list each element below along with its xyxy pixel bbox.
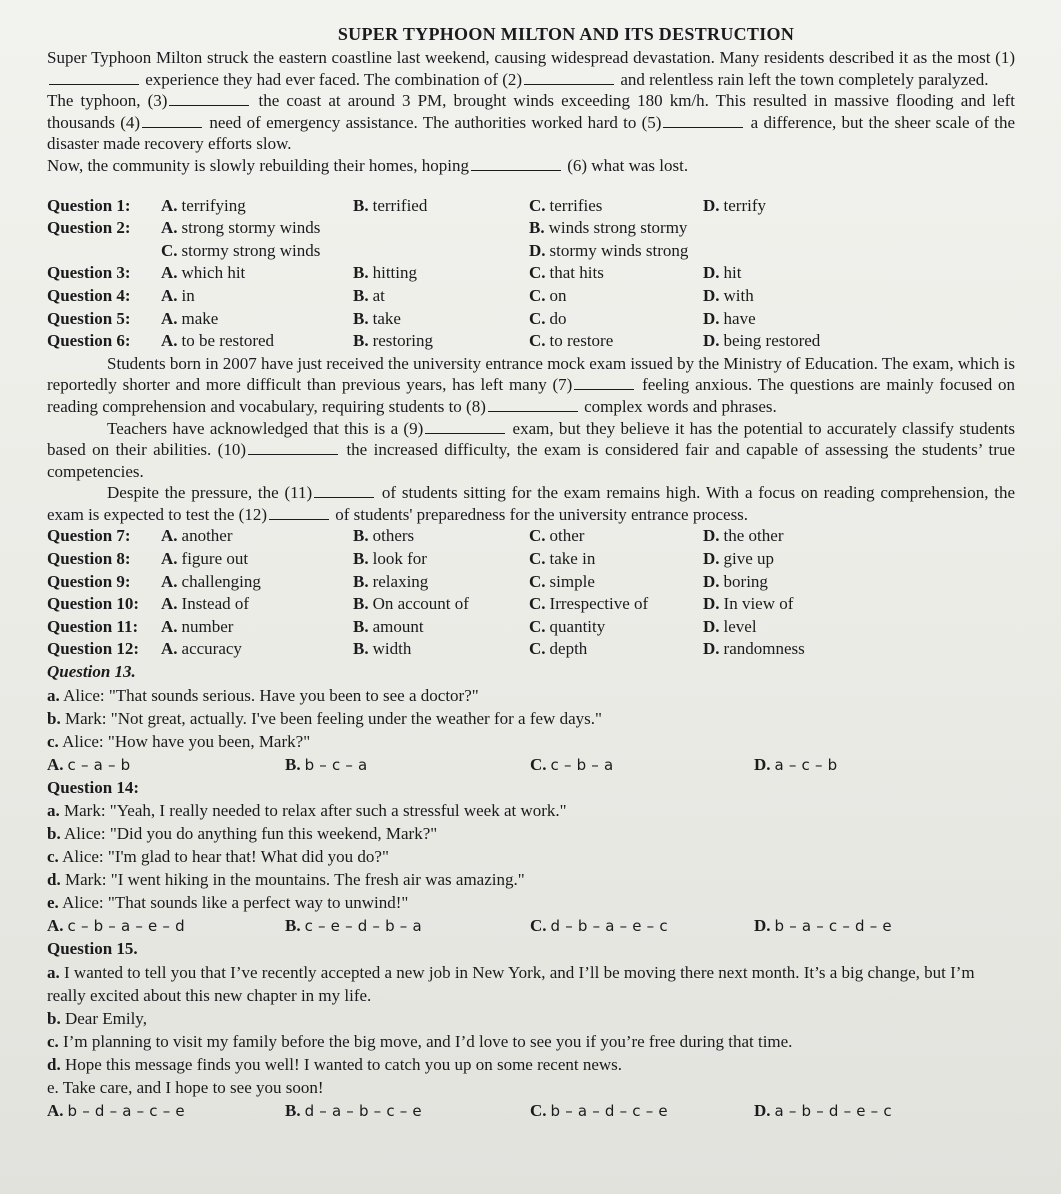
option-b[interactable]: B. at: [353, 285, 385, 305]
question-label: Question 12:: [47, 639, 140, 659]
option-d[interactable]: D. boring: [703, 571, 768, 591]
option-a[interactable]: A. b – d – a – c – e: [47, 1100, 185, 1120]
answer-options: [47, 753, 1015, 777]
option-b[interactable]: B. relaxing: [353, 571, 429, 591]
dialogue-line: a. Mark: "Yeah, I really needed to relax after such a stressful week at work.": [47, 801, 567, 821]
option-d[interactable]: D. being restored: [703, 331, 821, 351]
question-label: Question 8:: [47, 549, 131, 569]
letter-line: d. Hope this message finds you well! I wanted to catch you up on some recent news.: [47, 1054, 623, 1074]
passage-2-paragraph-3: Despite the pressure, the (11) of students sitting for the exam remains high. With a focus on reading comprehension, the exam is expected to test the (12) of students' preparedness for the university entrance process.: [47, 483, 1016, 524]
option-a[interactable]: A. strong stormy winds: [161, 218, 321, 238]
option-a[interactable]: A. in: [161, 285, 195, 305]
option-a[interactable]: A. accuracy: [161, 639, 242, 659]
option-d[interactable]: D. have: [703, 308, 756, 328]
blank-1: [49, 70, 139, 85]
answer-options: [47, 914, 1015, 938]
option-a[interactable]: A. c – a – b: [47, 754, 131, 774]
option-a[interactable]: A. make: [161, 308, 219, 328]
question-label: Question 9:: [47, 571, 131, 591]
dialogue-line: b. Alice: "Did you do anything fun this weekend, Mark?": [47, 824, 438, 844]
question-label: Question 15.: [47, 939, 138, 959]
option-b[interactable]: B. amount: [353, 616, 424, 636]
question-15: [47, 938, 1015, 1123]
passage-2: [47, 353, 1015, 526]
dialogue-line: b. Mark: "Not great, actually. I've been feeling under the weather for a few days.": [47, 708, 602, 728]
question-1: [47, 195, 1015, 218]
option-d[interactable]: D. level: [703, 616, 757, 636]
question-label: Question 7:: [47, 526, 131, 546]
letter-line: a. I wanted to tell you that I’ve recently accepted a new job in New York, and I’ll be moving there next month. It’s a big change, but I’m really excited about this new chapter in my life.: [47, 962, 975, 1005]
option-d[interactable]: D. stormy winds strong: [529, 240, 689, 260]
blank-6: [471, 156, 561, 171]
option-c[interactable]: C. terrifies: [529, 195, 603, 215]
question-label: Question 10:: [47, 594, 140, 614]
option-d[interactable]: D. randomness: [703, 639, 805, 659]
option-d[interactable]: D. with: [703, 285, 754, 305]
question-label: Question 2:: [47, 218, 131, 238]
option-b[interactable]: B. width: [353, 639, 412, 659]
dialogue-line: e. Alice: "That sounds like a perfect way to unwind!": [47, 893, 409, 913]
option-d[interactable]: D. a – c – b: [754, 754, 838, 774]
passage-1-paragraph-1: Super Typhoon Milton struck the eastern coastline last weekend, causing widespread devastation. Many residents described it as the most (1) experience they had ever faced. The combination of (2) and relentless rain left the town completely paralyzed.: [47, 48, 1015, 89]
questions-1-6: [47, 195, 1015, 353]
option-b[interactable]: B. d – a – b – c – e: [285, 1100, 422, 1120]
question-label: Question 3:: [47, 263, 131, 283]
page-title: SUPER TYPHOON MILTON AND ITS DESTRUCTION: [337, 24, 795, 44]
blank-3: [169, 91, 249, 106]
option-b[interactable]: B. winds strong stormy: [529, 218, 688, 238]
option-b[interactable]: B. hitting: [353, 263, 417, 283]
option-c[interactable]: C. c – b – a: [530, 754, 614, 774]
option-b[interactable]: B. On account of: [353, 594, 469, 614]
question-label: Question 4:: [47, 285, 131, 305]
question-12: [47, 638, 1015, 661]
passage-2-paragraph-1: Students born in 2007 have just received the university entrance mock exam issued by the Ministry of Education. The exam, which is reportedly shorter and more difficult than previous years, has left many (7) feeling anxious. The questions are mainly focused on reading comprehension and vocabulary, requiring students to (8) complex words and phrases.: [47, 353, 1016, 416]
option-b[interactable]: B. c – e – d – b – a: [285, 916, 422, 936]
blank-8: [488, 397, 578, 412]
blank-10: [248, 440, 338, 455]
option-a[interactable]: A. Instead of: [161, 594, 250, 614]
blank-11: [314, 483, 374, 498]
passage-2-paragraph-2: Teachers have acknowledged that this is a (9) exam, but they believe it has the potential to accurately classify students based on their abilities. (10) the increased difficulty, the exam is considered fair and capable of assessing the students’ true competencies.: [47, 418, 1015, 481]
passage-1-paragraph-3: Now, the community is slowly rebuilding their homes, hoping (6) what was lost.: [47, 155, 689, 175]
question-6: [47, 330, 1015, 353]
question-label: Question 14:: [47, 777, 140, 797]
option-d[interactable]: D. the other: [703, 526, 784, 546]
question-4: [47, 285, 1015, 308]
option-c[interactable]: C. d – b – a – e – c: [530, 916, 668, 936]
option-b[interactable]: B. look for: [353, 549, 427, 569]
option-a[interactable]: A. another: [161, 526, 233, 546]
option-a[interactable]: A. c – b – a – e – d: [47, 916, 185, 936]
option-c[interactable]: C. on: [529, 285, 567, 305]
option-a[interactable]: A. challenging: [161, 571, 261, 591]
option-a[interactable]: A. figure out: [161, 549, 249, 569]
question-2-row-2: [47, 240, 1015, 263]
option-a[interactable]: A. to be restored: [161, 331, 275, 351]
question-9: [47, 571, 1015, 594]
option-c[interactable]: C. stormy strong winds: [161, 240, 321, 260]
question-3: [47, 262, 1015, 285]
question-10: [47, 593, 1015, 616]
question-label: Question 11:: [47, 616, 139, 636]
letter-line: c. I’m planning to visit my family before the big move, and I’d love to see you if you’re free during that time.: [47, 1031, 793, 1051]
dialogue-line: a. Alice: "That sounds serious. Have you been to see a doctor?": [47, 685, 479, 705]
dialogue-line: d. Mark: "I went hiking in the mountains. The fresh air was amazing.": [47, 870, 525, 890]
questions-7-12: [47, 525, 1015, 661]
question-7: [47, 525, 1015, 548]
question-label: Question 13.: [47, 662, 136, 682]
option-c[interactable]: C. Irrespective of: [529, 594, 649, 614]
question-8: [47, 548, 1015, 571]
option-a[interactable]: A. terrifying: [161, 195, 246, 215]
option-b[interactable]: B. take: [353, 308, 401, 328]
answer-options: [47, 1099, 1015, 1123]
question-label: Question 1:: [47, 195, 131, 215]
option-c[interactable]: C. b – a – d – c – e: [530, 1100, 668, 1120]
option-c[interactable]: C. take in: [529, 549, 596, 569]
letter-line: b. Dear Emily,: [47, 1008, 147, 1028]
option-c[interactable]: C. other: [529, 526, 585, 546]
blank-9: [425, 419, 505, 434]
passage-1-paragraph-2: The typhoon, (3) the coast at around 3 PM, brought winds exceeding 180 km/h. This resulted in massive flooding and left thousands (4) need of emergency assistance. The authorities worked hard to (5) a difference, but the sheer scale of the disaster made recovery efforts slow.: [47, 91, 1016, 154]
option-d[interactable]: D. terrify: [703, 195, 767, 215]
blank-2: [524, 70, 614, 85]
question-11: [47, 616, 1015, 639]
option-c[interactable]: C. do: [529, 308, 567, 328]
question-2-row-1: [47, 217, 1015, 240]
option-d[interactable]: D. In view of: [703, 594, 794, 614]
option-d[interactable]: D. b – a – c – d – e: [754, 916, 892, 936]
option-b[interactable]: B. b – c – a: [285, 754, 368, 774]
letter-line: e. Take care, and I hope to see you soon!: [47, 1077, 324, 1097]
question-label: Question 6:: [47, 331, 131, 351]
blank-4: [142, 113, 202, 128]
option-d[interactable]: D. hit: [703, 263, 742, 283]
option-b[interactable]: B. others: [353, 526, 415, 546]
blank-7: [574, 375, 634, 390]
blank-12: [269, 505, 329, 520]
option-a[interactable]: A. number: [161, 616, 234, 636]
question-14: [47, 777, 1015, 939]
option-c[interactable]: C. depth: [529, 639, 588, 659]
question-label: Question 5:: [47, 308, 131, 328]
option-c[interactable]: C. quantity: [529, 616, 606, 636]
option-b[interactable]: B. terrified: [353, 195, 428, 215]
option-c[interactable]: C. simple: [529, 571, 595, 591]
question-5: [47, 308, 1015, 331]
option-a[interactable]: A. which hit: [161, 263, 246, 283]
option-b[interactable]: B. restoring: [353, 331, 434, 351]
option-d[interactable]: D. give up: [703, 549, 775, 569]
question-13: [47, 661, 1015, 777]
passage-1: [47, 47, 1015, 177]
dialogue-line: c. Alice: "How have you been, Mark?": [47, 731, 311, 751]
dialogue-line: c. Alice: "I'm glad to hear that! What did you do?": [47, 847, 389, 867]
blank-5: [663, 113, 743, 128]
option-c[interactable]: C. to restore: [529, 331, 614, 351]
option-c[interactable]: C. that hits: [529, 263, 604, 283]
option-d[interactable]: D. a – b – d – e – c: [754, 1100, 892, 1120]
